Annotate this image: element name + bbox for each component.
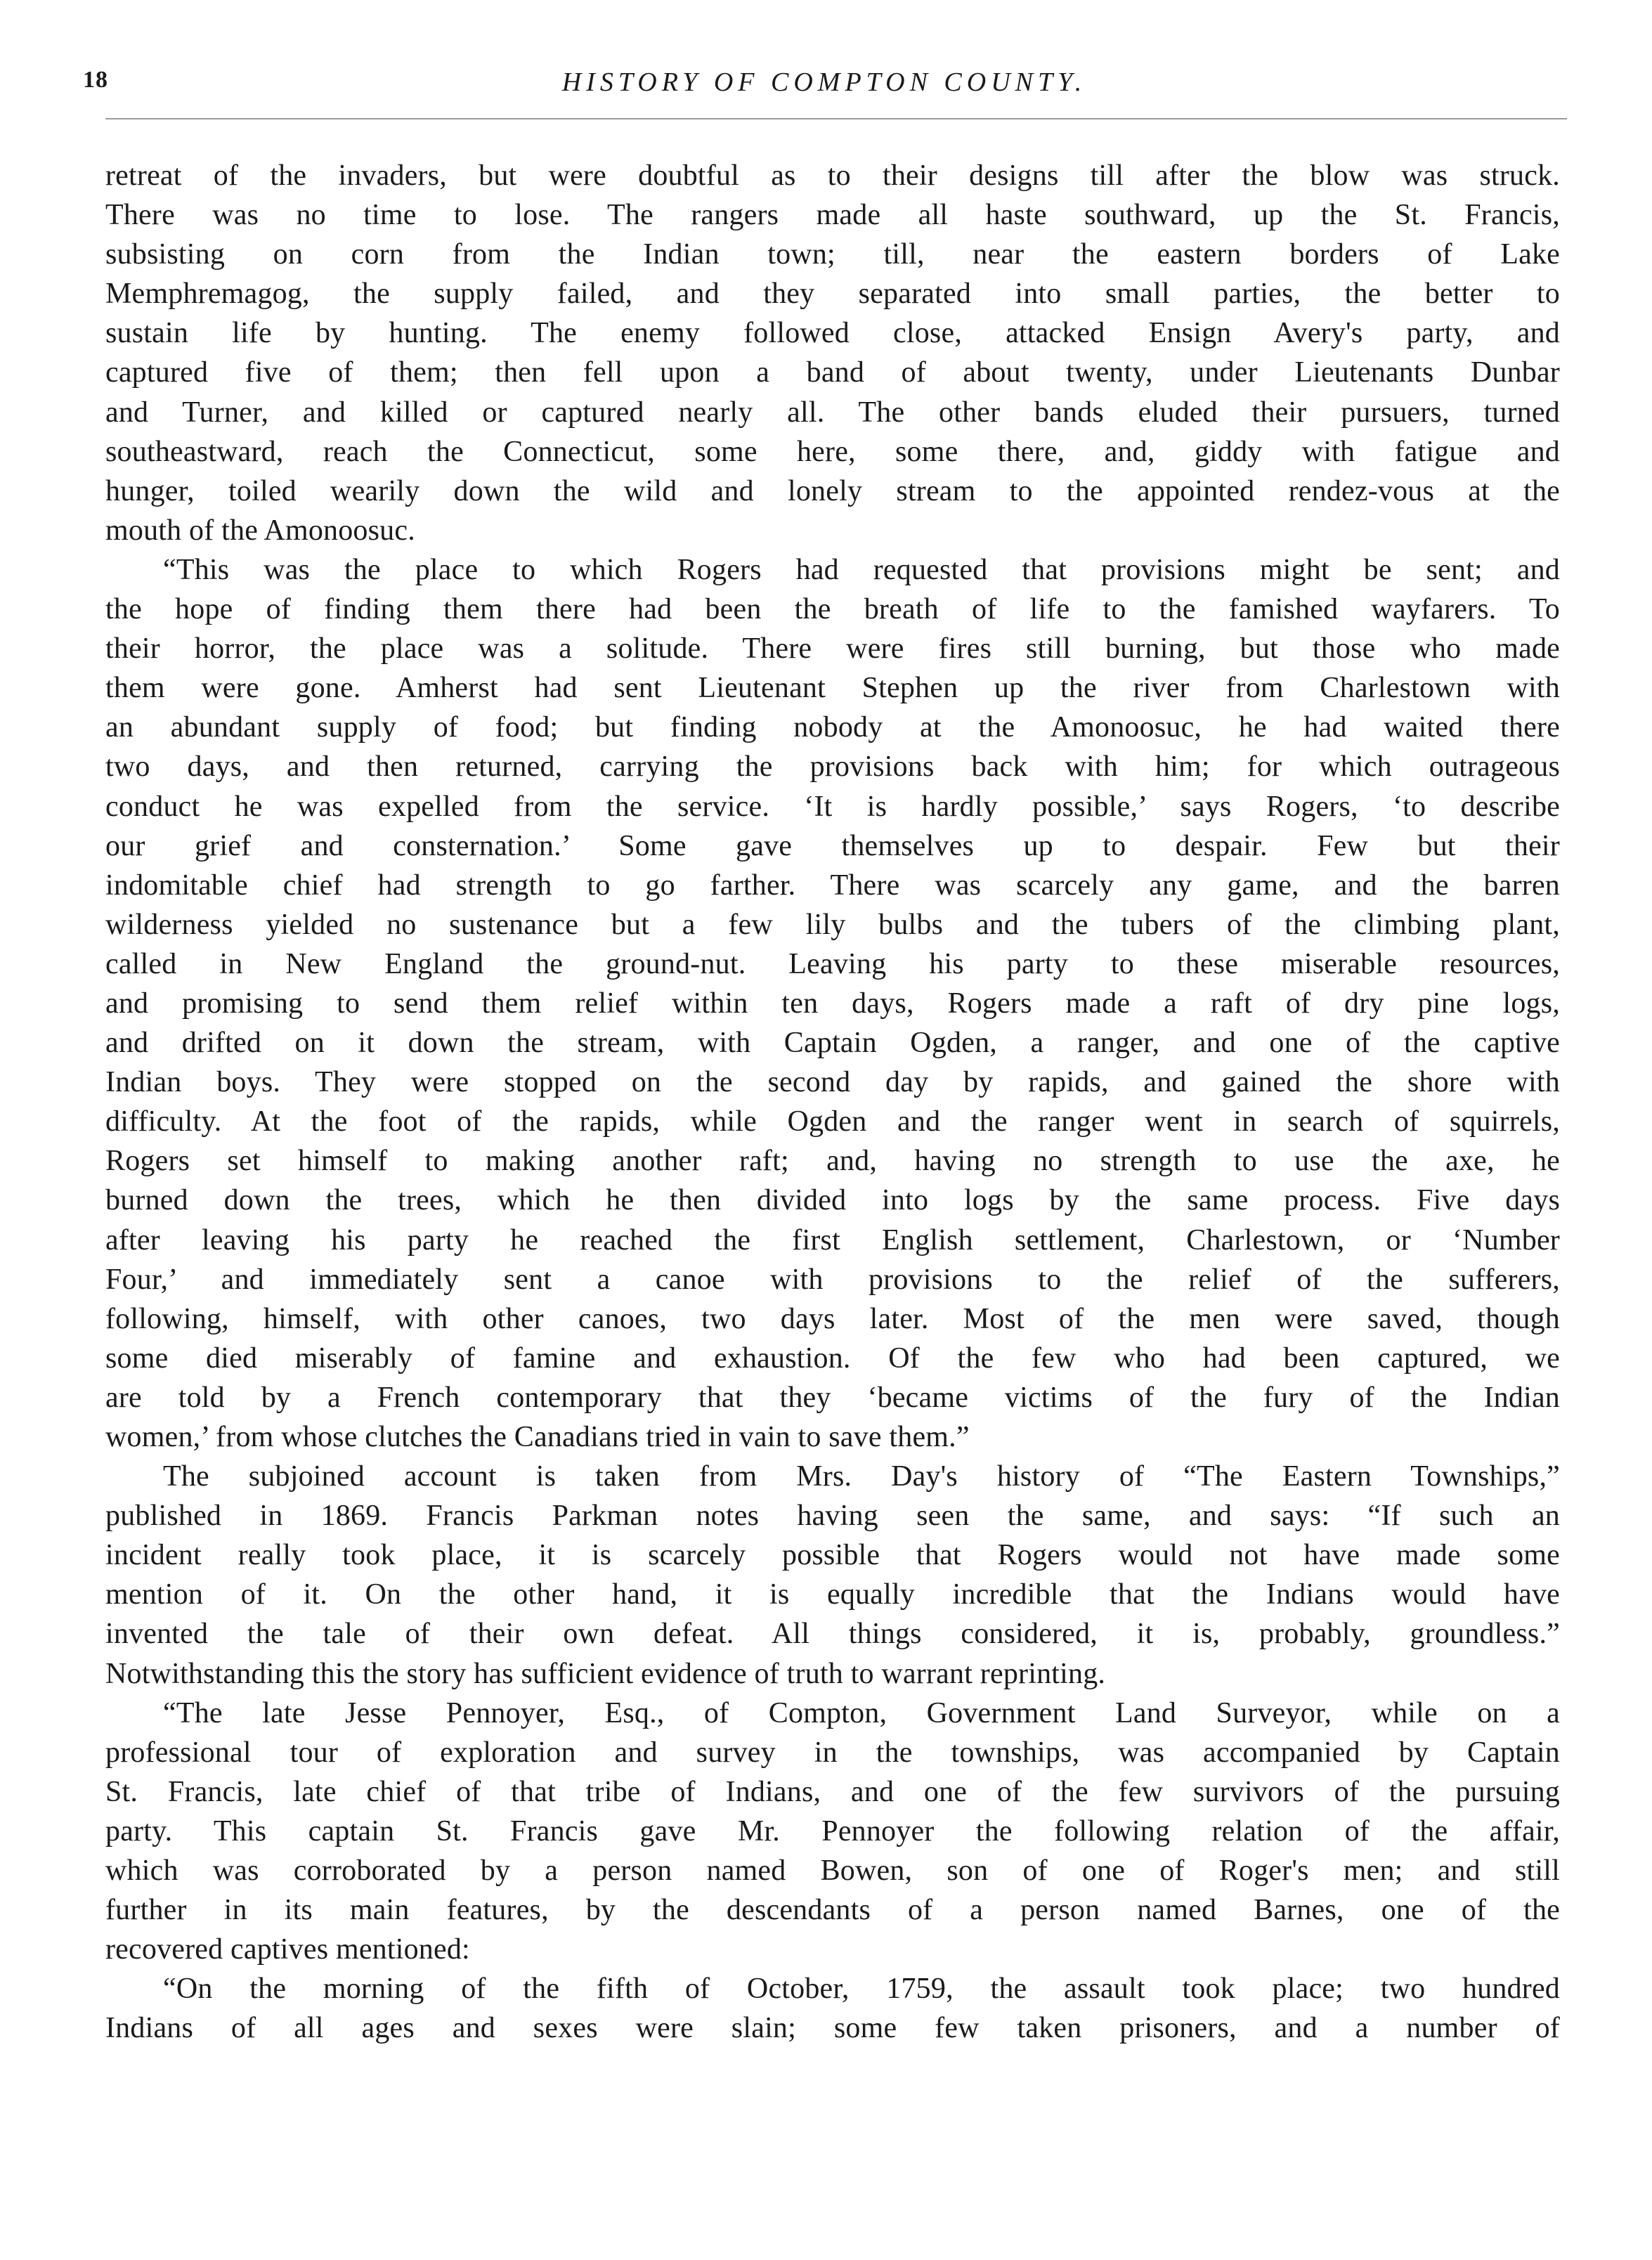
text-line: indomitable chief had strength to go farther. There was scarcely any game, and the barren bbox=[105, 869, 1560, 902]
running-title: HISTORY OF COMPTON COUNTY. bbox=[561, 67, 1087, 97]
text-line: after leaving his party he reached the first English settlement, Charlestown, or ‘Number bbox=[105, 1223, 1560, 1256]
text-line: The subjoined account is taken from Mrs. Day's history of “The Eastern Townships,” bbox=[163, 1460, 1560, 1493]
text-line: incident really took place, it is scarcely possible that Rogers would not have made some bbox=[105, 1539, 1560, 1572]
text-line: captured five of them; then fell upon a band of about twenty, under Lieutenants Dunbar bbox=[105, 356, 1560, 389]
text-line: which was corroborated by a person named Bowen, son of one of Roger's men; and still bbox=[105, 1855, 1560, 1888]
text-line: Notwithstanding this the story has sufficient evidence of truth to warrant reprinting. bbox=[105, 1657, 1106, 1690]
text-line: “On the morning of the fifth of October, 1759, the assault took place; two hundred bbox=[163, 1973, 1560, 2006]
text-line: women,’ from whose clutches the Canadians tried in vain to save them.” bbox=[105, 1421, 970, 1453]
text-line: mention of it. On the other hand, it is equally incredible that the Indians would have bbox=[105, 1578, 1560, 1611]
text-line: some died miserably of famine and exhaustion. Of the few who had been captured, we bbox=[105, 1342, 1560, 1375]
text-line: hunger, toiled wearily down the wild and lonely stream to the appointed rendez-vous at the bbox=[105, 474, 1560, 507]
text-line: Rogers set himself to making another raft; and, having no strength to use the axe, he bbox=[105, 1145, 1560, 1178]
text-line: “The late Jesse Pennoyer, Esq., of Compton, Government Land Surveyor, while on a bbox=[163, 1696, 1560, 1729]
text-line: retreat of the invaders, but were doubtful as to their designs till after the blow was struck. bbox=[105, 160, 1560, 192]
text-line: Four,’ and immediately sent a canoe with provisions to the relief of the sufferers, bbox=[105, 1263, 1560, 1296]
body-text bbox=[105, 156, 1560, 2048]
text-line: are told by a French contemporary that they ‘became victims of the fury of the Indian bbox=[105, 1381, 1560, 1414]
text-line: St. Francis, late chief of that tribe of Indians, and one of the few survivors of the pursuing bbox=[105, 1775, 1560, 1808]
text-line: There was no time to lose. The rangers made all haste southward, up the St. Francis, bbox=[105, 199, 1560, 232]
text-line: called in New England the ground-nut. Leaving his party to these miserable resources, bbox=[105, 947, 1560, 980]
page-number: 18 bbox=[83, 67, 108, 93]
text-line: our grief and consternation.’ Some gave themselves up to despair. Few but their bbox=[105, 829, 1560, 862]
text-line: and drifted on it down the stream, with Captain Ogden, a ranger, and one of the captive bbox=[105, 1027, 1560, 1060]
text-line: them were gone. Amherst had sent Lieutenant Stephen up the river from Charlestown with bbox=[105, 672, 1560, 705]
text-line: Indian boys. They were stopped on the second day by rapids, and gained the shore with bbox=[105, 1066, 1560, 1099]
text-line: subsisting on corn from the Indian town; till, near the eastern borders of Lake bbox=[105, 238, 1560, 271]
text-line: difficulty. At the foot of the rapids, while Ogden and the ranger went in search of squirrels, bbox=[105, 1105, 1560, 1138]
text-line: mouth of the Amonoosuc. bbox=[105, 514, 415, 547]
text-line: following, himself, with other canoes, two days later. Most of the men were saved, though bbox=[105, 1302, 1560, 1335]
running-head bbox=[83, 67, 1566, 109]
text-line: Memphremagog, the supply failed, and they separated into small parties, the better to bbox=[105, 278, 1560, 311]
text-line: the hope of finding them there had been the breath of life to the famished wayfarers. To bbox=[105, 593, 1560, 626]
header-rule bbox=[105, 118, 1567, 119]
text-line: wilderness yielded no sustenance but a few lily bulbs and the tubers of the climbing plant, bbox=[105, 908, 1560, 941]
text-line: Indians of all ages and sexes were slain; some few taken prisoners, and a number of bbox=[105, 2012, 1560, 2045]
text-line: conduct he was expelled from the service. ‘It is hardly possible,’ says Rogers, ‘to describe bbox=[105, 790, 1560, 823]
text-line: recovered captives mentioned: bbox=[105, 1933, 470, 1966]
text-line: invented the tale of their own defeat. All things considered, it is, probably, groundless.” bbox=[105, 1618, 1560, 1651]
text-line: and promising to send them relief within ten days, Rogers made a raft of dry pine logs, bbox=[105, 987, 1560, 1020]
text-line: and Turner, and killed or captured nearly all. The other bands eluded their pursuers, turned bbox=[105, 396, 1560, 429]
text-line: party. This captain St. Francis gave Mr. Pennoyer the following relation of the affair, bbox=[105, 1814, 1560, 1847]
text-line: further in its main features, by the descendants of a person named Barnes, one of the bbox=[105, 1894, 1560, 1927]
text-line: an abundant supply of food; but finding nobody at the Amonoosuc, he had waited there bbox=[105, 711, 1560, 744]
text-line: sustain life by hunting. The enemy followed close, attacked Ensign Avery's party, and bbox=[105, 317, 1560, 350]
text-line: burned down the trees, which he then divided into logs by the same process. Five days bbox=[105, 1184, 1560, 1217]
text-line: “This was the place to which Rogers had requested that provisions might be sent; and bbox=[163, 553, 1560, 586]
text-line: their horror, the place was a solitude. There were fires still burning, but those who made bbox=[105, 632, 1560, 665]
text-line: two days, and then returned, carrying the provisions back with him; for which outrageous bbox=[105, 751, 1560, 784]
text-line: professional tour of exploration and survey in the townships, was accompanied by Captain bbox=[105, 1736, 1560, 1769]
text-line: southeastward, reach the Connecticut, some here, some there, and, giddy with fatigue and bbox=[105, 435, 1560, 468]
text-line: published in 1869. Francis Parkman notes having seen the same, and says: “If such an bbox=[105, 1500, 1560, 1533]
